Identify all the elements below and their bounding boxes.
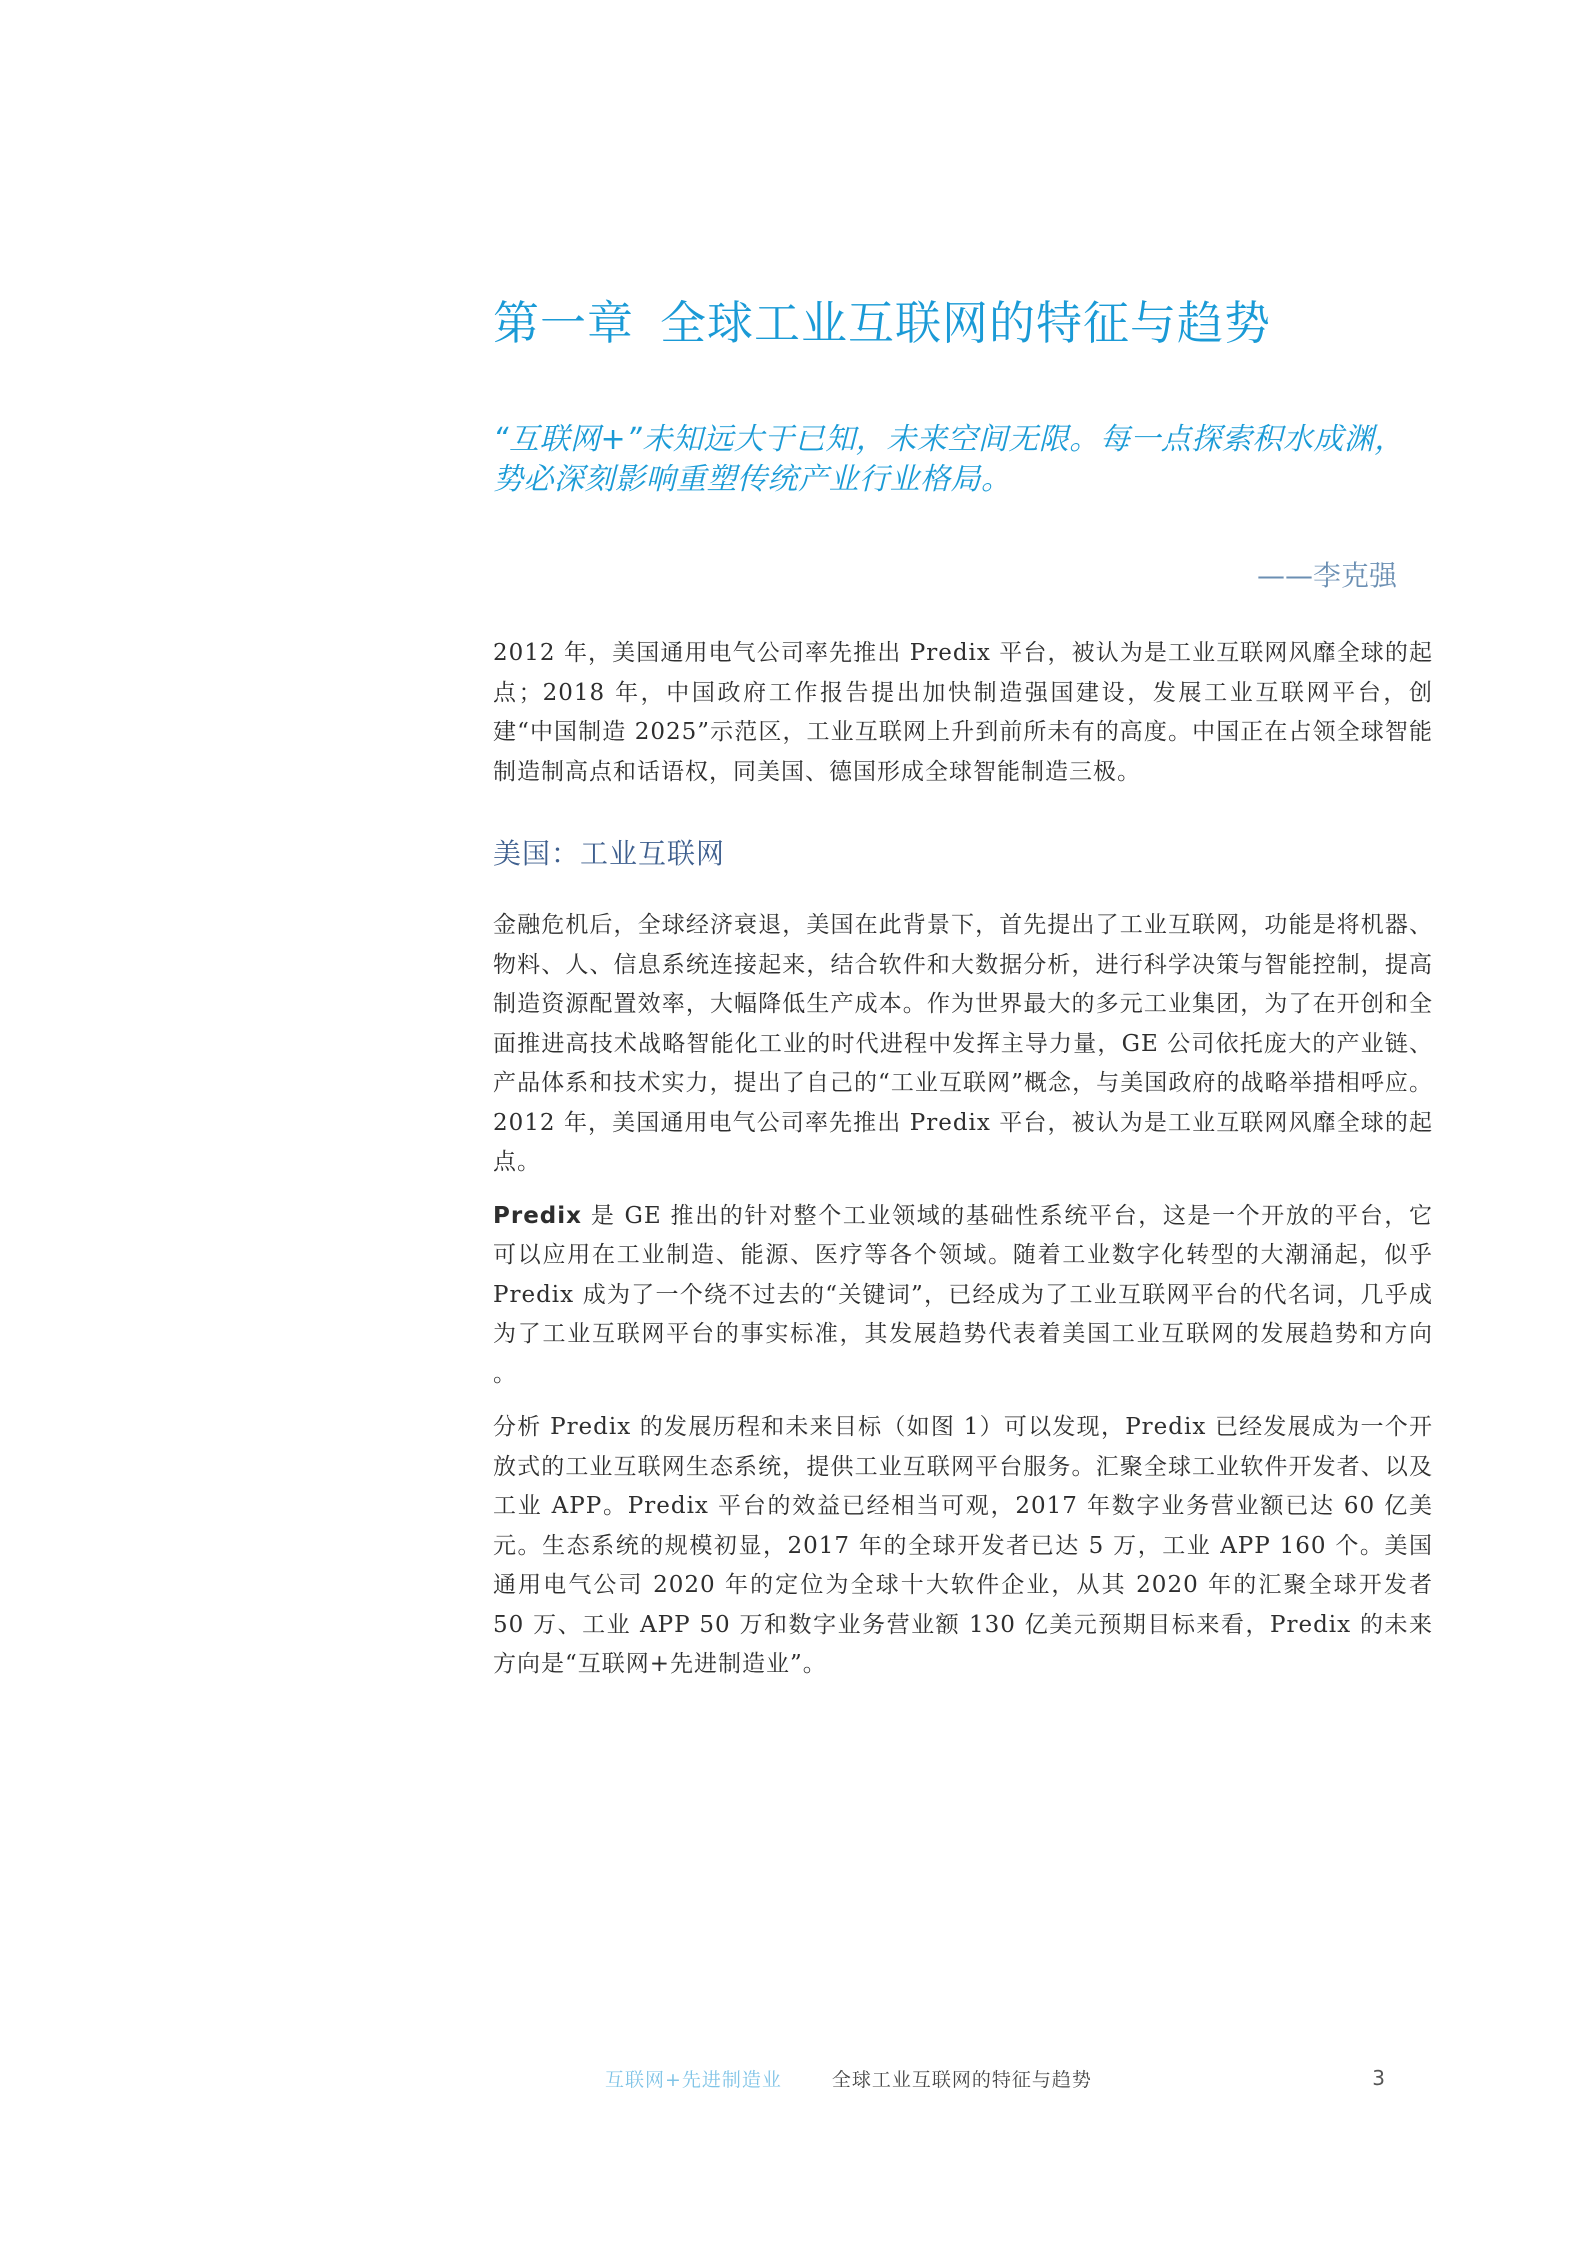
body-paragraph: 分析 Predix 的发展历程和未来目标（如图 1）可以发现，Predix 已经发展成为一个开放式的工业互联网生态系统，提供工业互联网平台服务。汇聚全球工业软件开发者、以及工业 APP。Predix 平台的效益已经相当可观，2017 年数字业务营业额已达 60 亿美元。生态系统的规模初显，2017 年的全球开发者已达 5 万，工业 APP 160 个。美国通用电气公司 2020 年的定位为全球十大软件企业，从其 2020 年的汇聚全球开发者 50 万、工业 APP 50 万和数字业务营业额 130 亿美元预期目标来看，Predix 的未来方向是“互联网+先进制造业”。	[493, 1414, 1433, 1677]
intro-paragraph: 2012 年，美国通用电气公司率先推出 Predix 平台，被认为是工业互联网风靡全球的起点；2018 年，中国政府工作报告提出加快制造强国建设，发展工业互联网平台，创建“中国制造 2025”示范区，工业互联网上升到前所未有的高度。中国正在占领全球智能制造制高点和话语权，同美国、德国形成全球智能制造三极。	[493, 640, 1433, 785]
epigraph-quote: “互联网+”未知远大于已知，未来空间无限。每一点探索积水成渊，势必深刻影响重塑传统产业行业格局。	[493, 422, 1405, 497]
section-heading-usa: 美国：工业互联网	[493, 837, 726, 870]
footer-chapter-title: 全球工业互联网的特征与趋势	[831, 2068, 1092, 2091]
page-number: 3	[1372, 2066, 1385, 2090]
predix-lead-term: Predix	[493, 1202, 582, 1229]
chapter-title-text: 全球工业互联网的特征与趋势	[660, 296, 1271, 350]
chapter-title	[493, 290, 1433, 356]
footer-series-title: 互联网+先进制造业	[605, 2068, 782, 2091]
body-paragraph	[493, 1197, 1433, 1395]
page-content	[493, 290, 1433, 1685]
page-footer	[605, 2058, 1385, 2098]
body-paragraph: 金融危机后，全球经济衰退，美国在此背景下，首先提出了工业互联网，功能是将机器、物料、人、信息系统连接起来，结合软件和大数据分析，进行科学决策与智能控制，提高制造资源配置效率，大幅降低生产成本。作为世界最大的多元工业集团，为了在开创和全面推进高技术战略智能化工业的时代进程中发挥主导力量，GE 公司依托庞大的产业链、产品体系和技术实力，提出了自己的“工业互联网”概念，与美国政府的战略举措相呼应。2012 年，美国通用电气公司率先推出 Predix 平台，被认为是工业互联网风靡全球的起点。	[493, 912, 1433, 1175]
chapter-number: 第一章	[493, 296, 634, 350]
epigraph-attribution: ——李克强	[1256, 559, 1397, 592]
paragraph-text: 是 GE 推出的针对整个工业领域的基础性系统平台，这是一个开放的平台，它可以应用在工业制造、能源、医疗等各个领域。随着工业数字化转型的大潮涌起，似乎 Predix 成为了一个绕不过去的“关键词”，已经成为了工业互联网平台的代名词，几乎成为了工业互联网平台的事实标准，其发展趋势代表着美国工业互联网的发展趋势和方向 。	[493, 1202, 1433, 1387]
